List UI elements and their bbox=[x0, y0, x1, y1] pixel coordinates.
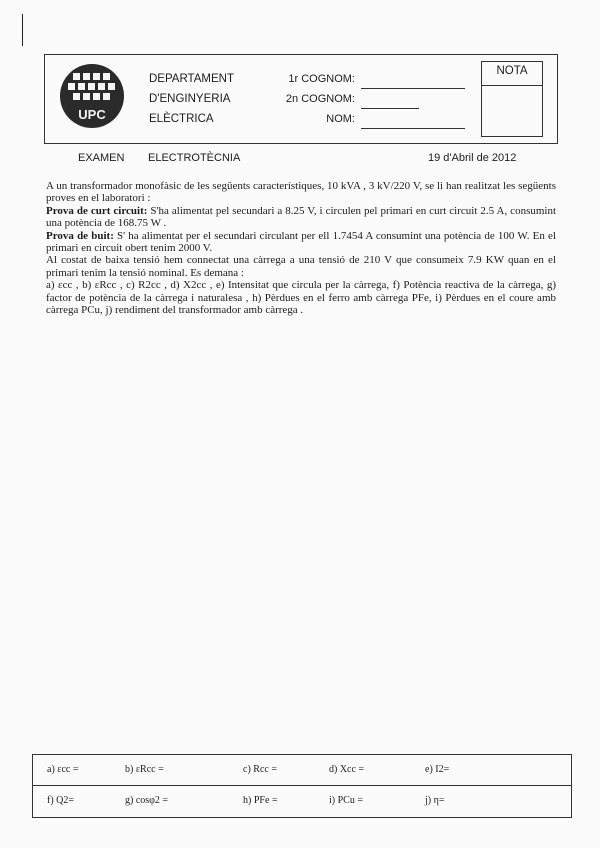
department-line-2: D'ENGINYERIA bbox=[149, 93, 231, 105]
margin-mark bbox=[22, 14, 23, 46]
questions-list: a) εcc , b) εRcc , c) R2cc , d) X2cc , e) Intensitat que circula per la càrrega, f) Potència reactiva de la càrrega, g) factor de potència de la càrrega i naturalesa , h) Pèrdues en el ferro amb càrrega PFe, i) Pèrdues en el coure amb càrrega PCu, j) rendiment del transformador amb càrrega . bbox=[46, 279, 556, 317]
answer-e[interactable]: e) I2= bbox=[425, 764, 450, 775]
short-circuit-text: S'ha alimentat pel secundari a 8.25 V, i circulen pel primari en curt circuit 2.5 A, consumint una potència de 168.75 W . bbox=[46, 204, 557, 230]
open-circuit-text: S' ha alimentat per el secundari circulant per ell 1.7454 A consumint una potència de 100 W. En el primari en circuit obert tenim 2000 V. bbox=[46, 229, 556, 255]
field-name bbox=[265, 109, 465, 129]
answer-i[interactable]: i) PCu = bbox=[329, 795, 363, 806]
answer-c[interactable]: c) Rcc = bbox=[243, 764, 277, 775]
field-second-surname bbox=[265, 89, 465, 109]
student-fields bbox=[265, 69, 465, 129]
open-circuit-title: Prova de buit: bbox=[46, 229, 114, 242]
first-surname-input[interactable] bbox=[361, 75, 465, 89]
answer-d[interactable]: d) Xcc = bbox=[329, 764, 365, 775]
exam-header bbox=[44, 54, 558, 144]
statement-intro: A un transformador monofàsic de les següents característiques, 10 kVA , 3 kV/220 V, se li han realitzat les següents proves en el laboratori : bbox=[46, 180, 556, 205]
answer-j[interactable]: j) η= bbox=[425, 795, 445, 806]
problem-statement bbox=[46, 180, 556, 316]
grade-box[interactable] bbox=[481, 61, 543, 137]
answer-table bbox=[32, 754, 572, 818]
department-line-1: DEPARTAMENT bbox=[149, 73, 234, 85]
answer-a[interactable]: a) εcc = bbox=[47, 764, 79, 775]
exam-label: EXAMEN bbox=[78, 152, 125, 164]
open-circuit-test bbox=[46, 230, 556, 255]
answer-b[interactable]: b) εRcc = bbox=[125, 764, 164, 775]
exam-date: 19 d'Abril de 2012 bbox=[428, 152, 517, 164]
answer-g[interactable]: g) cosφ2 = bbox=[125, 795, 169, 806]
load-description: Al costat de baixa tensió hem connectat una càrrega a una tensió de 210 V que consumeix 7.9 KW quan en el primari tenim la tensió nominal. Es demana : bbox=[46, 254, 556, 279]
short-circuit-title: Prova de curt circuit: bbox=[46, 204, 148, 217]
field-first-surname bbox=[265, 69, 465, 89]
first-surname-label: 1r COGNOM: bbox=[288, 73, 355, 85]
exam-subject: ELECTROTÈCNIA bbox=[148, 152, 241, 164]
answer-f[interactable]: f) Q2= bbox=[47, 795, 75, 806]
answer-h[interactable]: h) PFe = bbox=[243, 795, 278, 806]
grade-label: NOTA bbox=[482, 62, 542, 86]
name-input[interactable] bbox=[361, 115, 465, 129]
answer-row-1 bbox=[33, 755, 571, 786]
name-label: NOM: bbox=[326, 113, 355, 125]
answer-row-2 bbox=[33, 786, 571, 816]
upc-logo bbox=[59, 63, 125, 129]
second-surname-input[interactable] bbox=[361, 95, 419, 109]
second-surname-label: 2n COGNOM: bbox=[285, 93, 355, 105]
short-circuit-test bbox=[46, 205, 556, 230]
department-line-3: ELÈCTRICA bbox=[149, 113, 214, 125]
svg-text:UPC: UPC bbox=[78, 107, 106, 122]
department-name bbox=[149, 69, 234, 129]
